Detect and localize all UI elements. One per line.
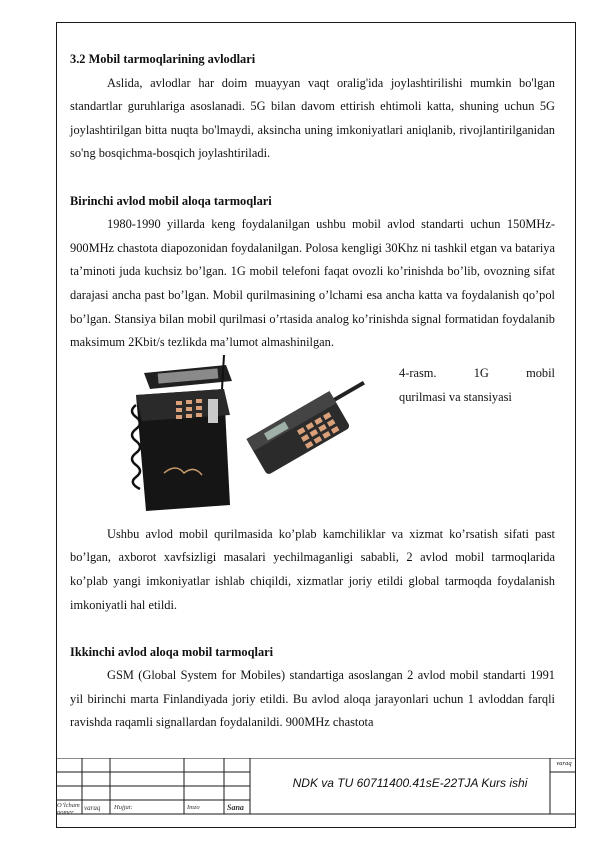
paragraph-3: Ushbu avlod mobil qurilmasida ko’plab kamchiliklar va xizmat ko’rsatish sifati past bo’lgan, axborot xavfsizligi masalari yechilmaganligi sababli, 2 avlod mobil tarmoqlarida ko’plab yangi imkoniyatlar ishlab chiqildi, xizmatlar joriy etildi global tarmoqda foydalanish imkoniyatli hal etildi. — [70, 526, 555, 612]
caption-word-2: 1G — [473, 365, 489, 380]
heading-second-generation: Ikkinchi avlod aloqa mobil tarmoqlari — [70, 644, 274, 659]
section-title: 3.2 Mobil tarmoqlarining avlodlari — [70, 52, 256, 66]
stamp-grid — [56, 758, 576, 828]
heading-first-generation: Birinchi avlod mobil aloqa tarmoqlari — [70, 193, 272, 208]
col-hujjat: Hujjat: — [114, 804, 133, 811]
document-body — [70, 48, 555, 735]
col-olcham: O’lcham — [57, 802, 80, 809]
col-varaq: varaq — [84, 804, 101, 812]
figure-1g — [70, 355, 555, 523]
col-nomer: nomer — [57, 809, 74, 816]
sheet-label: varaq — [556, 760, 572, 767]
caption-word-3: mobil — [526, 365, 555, 380]
figure-caption — [399, 361, 555, 409]
title-block-stamp — [56, 758, 576, 828]
1g-phone-image — [106, 355, 396, 523]
paragraph-4: GSM (Global System for Mobiles) standartiga asoslangan 2 avlod mobil standarti 1991 yil birinchi marta Finlandiyada joriy etildi. Bu avlod aloqa jarayonlari uchun 1 avloddan farqli ravishda raqamli signallardan foydalanildi. 900MHz chastota — [70, 668, 555, 730]
col-imzo: Imzo — [187, 804, 200, 811]
document-code: NDK va TU 60711400.41sE-22TJA Kurs ishi — [292, 776, 528, 790]
paragraph-1: Aslida, avlodlar har doim muayyan vaqt oralig'ida joylashtirilishi mumkin bo'lgan standartlar guruhlariga asoslanadi. 5G bilan davom ettirish ehtimoli katta, shuning uchun 5G joylashtirilgan bitta nuqta bo'lmaydi, aksincha uning imkoniyatlari aniqlanib, rivojlantirilganidan so'ng bosqichma-bosqich joylashtiriladi. — [70, 75, 555, 161]
paragraph-2: 1980-1990 yillarda keng foydalanilgan ushbu mobil avlod standarti uchun 150MHz-900MHz chastota diapozonidan foydalanilgan. Polosa kengligi 30Khz ni tashkil etgan va batariya ta’minoti juda kuchsiz bo’lgan. 1G mobil telefoni faqat ovozli ko’rinishda bo’lib, ovozning sifat darajasi ancha past bo’lgan. Mobil qurilmasining o’lchami esa ancha katta va foydalanish qo’pol bo’lgan. Stansiya bilan mobil qurilmasi o’rtasida analog ko’rinishda signal formatidan foydalanib maksimum 2Kbit/s tezlikda ma’lumot almashinilgan. — [70, 217, 555, 350]
caption-line-2: qurilmasi va stansiyasi — [399, 389, 512, 404]
col-sana: Sana — [227, 803, 244, 812]
caption-word-1: 4-rasm. — [399, 365, 437, 380]
